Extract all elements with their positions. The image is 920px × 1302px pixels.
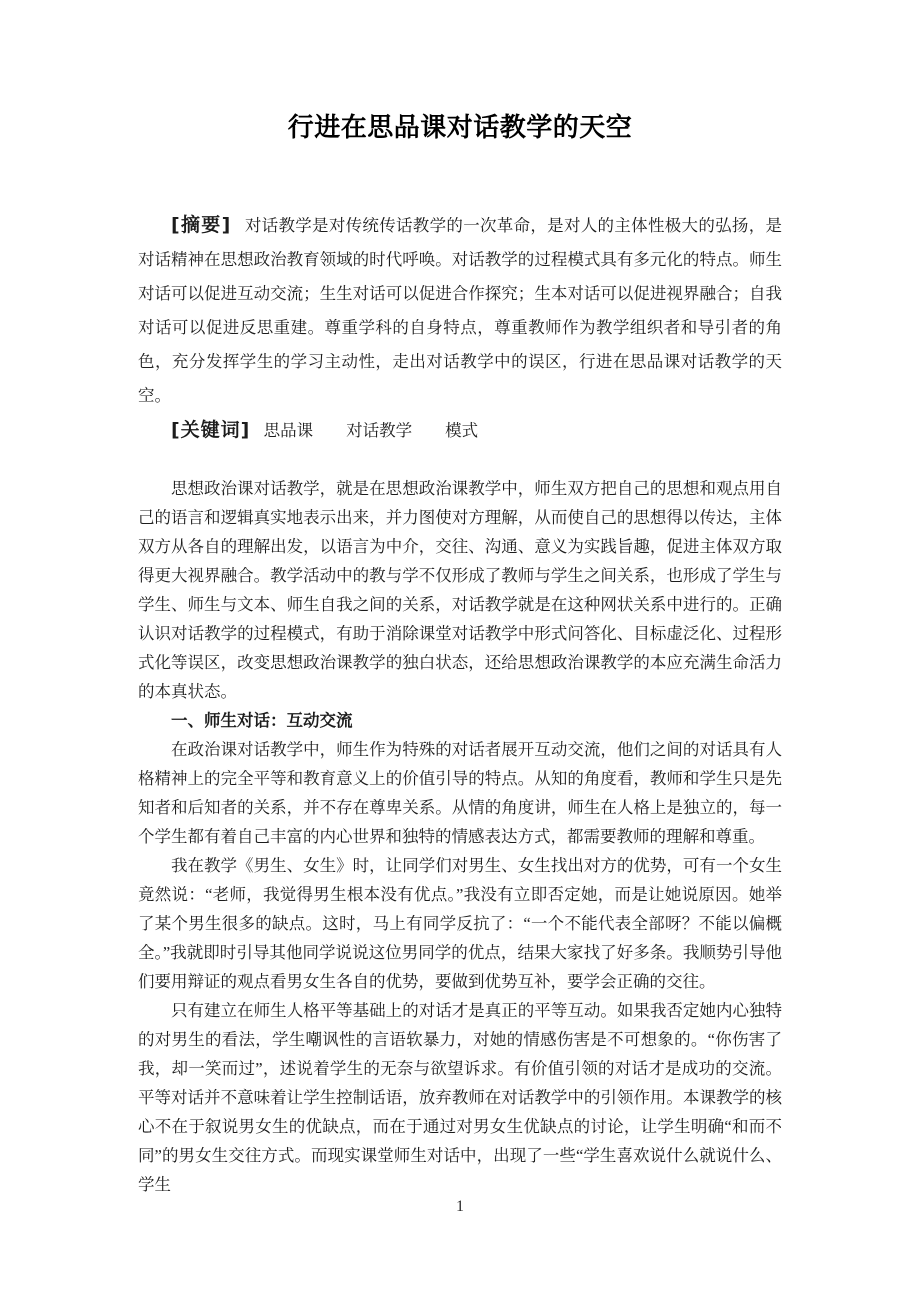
paragraph: 思想政治课对话教学，就是在思想政治课教学中，师生双方把自己的思想和观点用自己的语言和逻辑真实地表示出来，并力图使对方理解，从而使自己的思想得以传达，主体双方从各自的理解出发，以语言为中介，交往、沟通、意义为实践旨趣，促进主体双方取得更大视界融合。教学活动中的教与学不仅形成了教师与学生之间关系，也形成了学生与学生、师生与文本、师生自我之间的关系，对话教学就是在这种网状关系中进行的。正确认识对话教学的过程模式，有助于消除课堂对话教学中形式问答化、目标虚泛化、过程形式化等误区，改变思想政治课教学的独白状态，还给思想政治课教学的本应充满生命活力的本真状态。: [138, 479, 782, 701]
paragraph: 在政治课对话教学中，师生作为特殊的对话者展开互动交流，他们之间的对话具有人格精神上的完全平等和教育意义上的价值引导的特点。从知的角度看，教师和学生只是先知者和后知者的关系，并不存在尊卑关系。从情的角度讲，师生在人格上是独立的，每一个学生都有着自己丰富的内心世界和独特的情感表达方式，都需要教师的理解和尊重。: [138, 740, 782, 846]
keyword-item: 对话教学: [346, 421, 413, 440]
paragraph: 我在教学《男生、女生》时，让同学们对男生、女生找出对方的优势，可有一个女生竟然说：“老师，我觉得男生根本没有优点。”我没有立即否定她，而是让她说原因。她举了某个男生很多的缺点。这时，马上有同学反抗了：“一个不能代表全部呀？不能以偏概全。”我就即时引导其他同学说说这位男同学的优点，结果大家找了好多条。我顺势引导他们要用辩证的观点看男女生各自的优势，要做到优势互补，要学会正确的交往。: [138, 856, 782, 991]
page-number: 1: [456, 1198, 464, 1215]
document-title: 行进在思品课对话教学的天空: [287, 113, 633, 143]
abstract-label: [摘要]: [171, 214, 232, 236]
abstract-paragraph: [138, 208, 782, 413]
keyword-item: 模式: [445, 421, 479, 440]
section-heading: 一、师生对话：互动交流: [171, 711, 353, 730]
keyword-item: 思品课: [263, 421, 314, 440]
abstract-section: [138, 208, 782, 448]
keywords-label: [关键词]: [171, 419, 251, 441]
paragraph: 只有建立在师生人格平等基础上的对话才是真正的平等互动。如果我否定她内心独特的对男生的看法，学生嘲讽性的言语软暴力，对她的情感伤害是不可想象的。“你伤害了我，却一笑而过”，述说着学生的无奈与欲望诉求。有价值引领的对话才是成功的交流。平等对话并不意味着让学生控制话语，放弃教师在对话教学中的引领作用。本课教学的核心不在于叙说男女生的优缺点，而在于通过对男女生优缺点的讨论，让学生明确“和而不同”的男女生交往方式。而现实课堂师生对话中，出现了一些“学生喜欢说什么就说什么、学生: [138, 1001, 782, 1194]
abstract-text: 对话教学是对传统传话教学的一次革命，是对人的主体性极大的弘扬，是对话精神在思想政治教育领域的时代呼唤。对话教学的过程模式具有多元化的特点。师生对话可以促进互动交流；生生对话可以促进合作探究；生本对话可以促进视界融合；自我对话可以促进反思重建。尊重学科的自身特点，尊重教师作为教学组织者和导引者的角色，充分发挥学生的学习主动性，走出对话教学中的误区，行进在思品课对话教学的天空。: [138, 216, 783, 405]
keywords-line: [138, 413, 782, 448]
article-body: [138, 474, 782, 1199]
page-content: [138, 0, 782, 1199]
